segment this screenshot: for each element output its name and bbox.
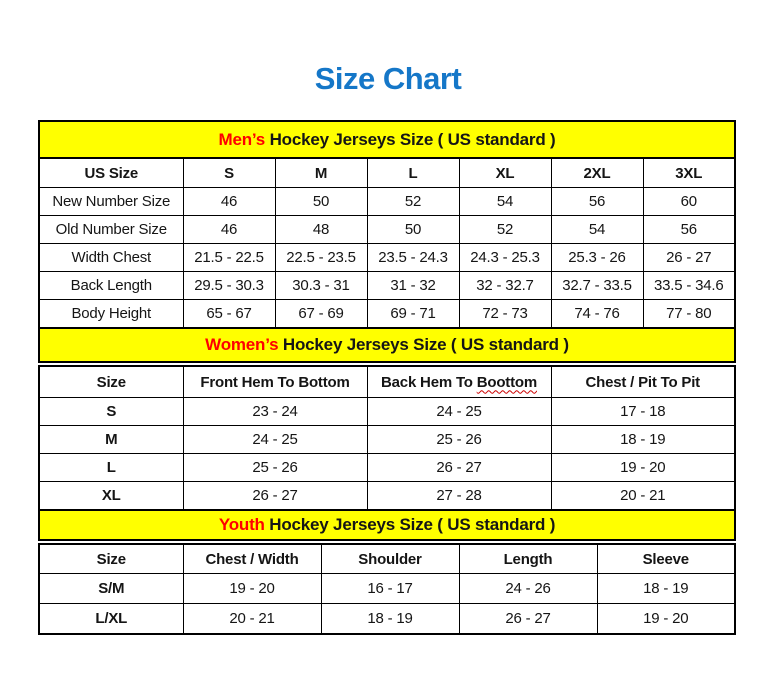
cell: 48 bbox=[275, 216, 367, 244]
cell: 50 bbox=[275, 188, 367, 216]
mens-size-table bbox=[38, 157, 736, 329]
cell: 54 bbox=[459, 188, 551, 216]
column-header: L bbox=[367, 158, 459, 188]
table-row bbox=[39, 574, 735, 604]
table-row bbox=[39, 398, 735, 426]
row-label: XL bbox=[39, 482, 183, 511]
column-header: XL bbox=[459, 158, 551, 188]
table-row bbox=[39, 244, 735, 272]
cell: 46 bbox=[183, 216, 275, 244]
youth-title-rest: Hockey Jerseys Size ( US standard ) bbox=[264, 515, 556, 534]
table-row bbox=[39, 604, 735, 635]
table-row bbox=[39, 482, 735, 511]
cell: 32.7 - 33.5 bbox=[551, 272, 643, 300]
cell: 25 - 26 bbox=[183, 454, 367, 482]
cell: 16 - 17 bbox=[321, 574, 459, 604]
cell: 21.5 - 22.5 bbox=[183, 244, 275, 272]
column-header: M bbox=[275, 158, 367, 188]
cell: 72 - 73 bbox=[459, 300, 551, 329]
row-label: Body Height bbox=[39, 300, 183, 329]
cell: 19 - 20 bbox=[183, 574, 321, 604]
cell: 50 bbox=[367, 216, 459, 244]
cell: 25.3 - 26 bbox=[551, 244, 643, 272]
cell: 52 bbox=[367, 188, 459, 216]
cell: 22.5 - 23.5 bbox=[275, 244, 367, 272]
table-row bbox=[39, 216, 735, 244]
column-header: 2XL bbox=[551, 158, 643, 188]
cell: 31 - 32 bbox=[367, 272, 459, 300]
table-row bbox=[39, 272, 735, 300]
cell: 54 bbox=[551, 216, 643, 244]
page-title: Size Chart bbox=[314, 61, 462, 96]
cell: 20 - 21 bbox=[183, 604, 321, 635]
cell: 56 bbox=[551, 188, 643, 216]
cell: 29.5 - 30.3 bbox=[183, 272, 275, 300]
cell: 32 - 32.7 bbox=[459, 272, 551, 300]
row-label: L/XL bbox=[39, 604, 183, 635]
cell: 24 - 26 bbox=[459, 574, 597, 604]
column-header: Length bbox=[459, 544, 597, 574]
column-header-prefix: Back Hem To bbox=[381, 373, 477, 391]
column-header: S bbox=[183, 158, 275, 188]
column-header: Chest / Pit To Pit bbox=[551, 366, 735, 398]
cell: 69 - 71 bbox=[367, 300, 459, 329]
cell: 19 - 20 bbox=[551, 454, 735, 482]
cell: 19 - 20 bbox=[597, 604, 735, 635]
cell: 23 - 24 bbox=[183, 398, 367, 426]
mens-section-title bbox=[38, 120, 736, 159]
row-label: Back Length bbox=[39, 272, 183, 300]
spellcheck-wavy-word: Boottom bbox=[476, 373, 537, 391]
size-chart bbox=[38, 120, 736, 635]
cell: 33.5 - 34.6 bbox=[643, 272, 735, 300]
column-header: Size bbox=[39, 366, 183, 398]
cell: 52 bbox=[459, 216, 551, 244]
cell: 26 - 27 bbox=[367, 454, 551, 482]
cell: 17 - 18 bbox=[551, 398, 735, 426]
column-header-misspelled bbox=[367, 366, 551, 398]
cell: 24 - 25 bbox=[367, 398, 551, 426]
womens-header-row bbox=[39, 366, 735, 398]
row-label: L bbox=[39, 454, 183, 482]
cell: 27 - 28 bbox=[367, 482, 551, 511]
youth-section-title bbox=[38, 509, 736, 541]
row-label: S/M bbox=[39, 574, 183, 604]
cell: 67 - 69 bbox=[275, 300, 367, 329]
row-label: Old Number Size bbox=[39, 216, 183, 244]
column-header: Size bbox=[39, 544, 183, 574]
table-row bbox=[39, 454, 735, 482]
cell: 46 bbox=[183, 188, 275, 216]
cell: 26 - 27 bbox=[459, 604, 597, 635]
table-row bbox=[39, 188, 735, 216]
womens-title-accent: Women’s bbox=[205, 335, 279, 354]
womens-title-rest: Hockey Jerseys Size ( US standard ) bbox=[278, 335, 569, 354]
cell: 30.3 - 31 bbox=[275, 272, 367, 300]
cell: 65 - 67 bbox=[183, 300, 275, 329]
cell: 23.5 - 24.3 bbox=[367, 244, 459, 272]
womens-section-title bbox=[38, 327, 736, 363]
column-header: 3XL bbox=[643, 158, 735, 188]
row-label: Width Chest bbox=[39, 244, 183, 272]
cell: 77 - 80 bbox=[643, 300, 735, 329]
column-header: Shoulder bbox=[321, 544, 459, 574]
cell: 26 - 27 bbox=[183, 482, 367, 511]
youth-header-row bbox=[39, 544, 735, 574]
cell: 60 bbox=[643, 188, 735, 216]
cell: 18 - 19 bbox=[597, 574, 735, 604]
cell: 18 - 19 bbox=[551, 426, 735, 454]
column-header: US Size bbox=[39, 158, 183, 188]
mens-title-accent: Men’s bbox=[218, 129, 266, 149]
cell: 74 - 76 bbox=[551, 300, 643, 329]
row-label: New Number Size bbox=[39, 188, 183, 216]
mens-title-rest: Hockey Jerseys Size ( US standard ) bbox=[265, 129, 556, 149]
mens-header-row bbox=[39, 158, 735, 188]
cell: 20 - 21 bbox=[551, 482, 735, 511]
row-label: M bbox=[39, 426, 183, 454]
table-row bbox=[39, 300, 735, 329]
youth-size-table bbox=[38, 543, 736, 635]
row-label: S bbox=[39, 398, 183, 426]
cell: 25 - 26 bbox=[367, 426, 551, 454]
column-header: Sleeve bbox=[597, 544, 735, 574]
cell: 24 - 25 bbox=[183, 426, 367, 454]
youth-title-accent: Youth bbox=[218, 515, 265, 534]
cell: 26 - 27 bbox=[643, 244, 735, 272]
column-header: Front Hem To Bottom bbox=[183, 366, 367, 398]
column-header: Chest / Width bbox=[183, 544, 321, 574]
cell: 56 bbox=[643, 216, 735, 244]
table-row bbox=[39, 426, 735, 454]
cell: 18 - 19 bbox=[321, 604, 459, 635]
womens-size-table bbox=[38, 365, 736, 511]
cell: 24.3 - 25.3 bbox=[459, 244, 551, 272]
